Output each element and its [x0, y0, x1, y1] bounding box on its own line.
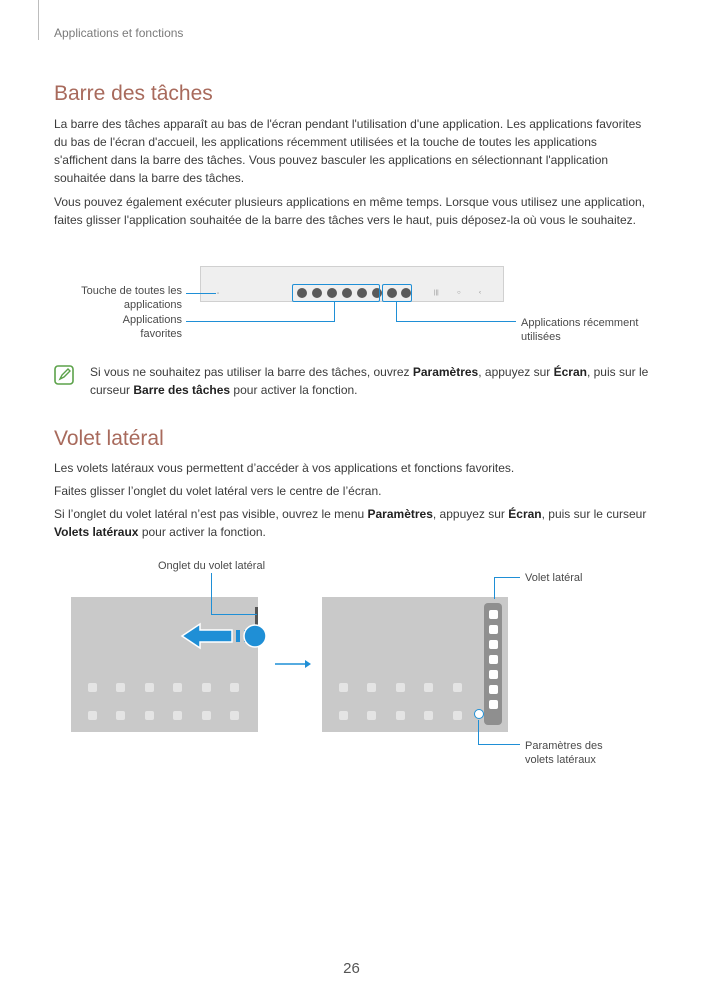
settings-callout-line: [478, 720, 479, 745]
back-nav-icon: ‹: [479, 290, 481, 296]
settings-callout-line-h: [478, 744, 520, 745]
taskbar-paragraph-1: La barre des tâches apparaît au bas de l'écran pendant l'utilisation d'une application. Les applications favorites du bas de l'écran d'accueil, les applications récemment utilisées et la touche de toutes les applications s'affichent dans la barre des tâches. Vous pouvez basculer les applications en sélectionnant l'application souhaitée dans la barre des tâches.: [54, 117, 642, 185]
panel-callout-line: [494, 577, 495, 599]
recent-highlight: [382, 284, 412, 302]
favorites-callout: Applications favorites: [122, 314, 182, 340]
panel-callout: Volet latéral: [525, 572, 583, 584]
settings-callout: Paramètres des volets latéraux: [525, 740, 603, 766]
header-divider: [38, 0, 39, 40]
edge-paragraph-2: Faites glisser l’onglet du volet latéral vers le centre de l’écran.: [54, 484, 382, 498]
all-apps-callout: Touche de toutes les applications: [81, 285, 182, 311]
recent-callout: Applications récemment utilisées: [521, 317, 639, 343]
all-apps-key-icon: ▫: [217, 291, 220, 297]
note-icon: [54, 365, 74, 385]
page-number: 26: [343, 960, 360, 977]
taskbar-paragraph-2: Vous pouvez également exécuter plusieurs applications en même temps. Lorsque vous utilisez une application, faites glisser l'application souhaitée de la barre des tâches vers le haut, puis déposez-la où vous le souhaitez.: [54, 195, 646, 227]
recents-nav-icon: |||: [434, 290, 439, 296]
edge-panel-title: Volet latéral: [54, 427, 164, 450]
handle-callout: Onglet du volet latéral: [158, 560, 266, 572]
panel-callout-line-h: [494, 577, 520, 578]
tablet-before: [71, 597, 258, 732]
edge-panel: [484, 603, 502, 725]
drag-arrow-icon: [180, 620, 270, 660]
favorites-callout-line: [334, 301, 335, 322]
favorites-highlight: [292, 284, 380, 302]
transition-arrow-icon: [275, 658, 311, 670]
all-apps-callout-line: [186, 293, 216, 294]
favorites-callout-line-h: [186, 321, 335, 322]
tablet-after: [322, 597, 508, 732]
edge-paragraph-1: Les volets latéraux vous permettent d’accéder à vos applications et fonctions favorites.: [54, 461, 515, 475]
handle-callout-line-h: [211, 614, 257, 615]
home-nav-icon: ○: [457, 290, 461, 296]
handle-callout-line: [211, 573, 212, 615]
recent-callout-line: [396, 301, 397, 322]
edge-panel-settings-icon: [474, 709, 484, 719]
recent-callout-line-h: [396, 321, 516, 322]
taskbar-title: Barre des tâches: [54, 82, 213, 105]
section-header: Applications et fonctions: [54, 26, 184, 40]
taskbar-note: Si vous ne souhaitez pas utiliser la barre des tâches, ouvrez Paramètres, appuyez sur Écran, puis sur le curseur Barre des tâches pour activer la fonction.: [90, 365, 649, 397]
edge-paragraph-3: Si l’onglet du volet latéral n’est pas visible, ouvrez le menu Paramètres, appuyez sur Écran, puis sur le curseur Volets latéraux pour activer la fonction.: [54, 507, 647, 539]
